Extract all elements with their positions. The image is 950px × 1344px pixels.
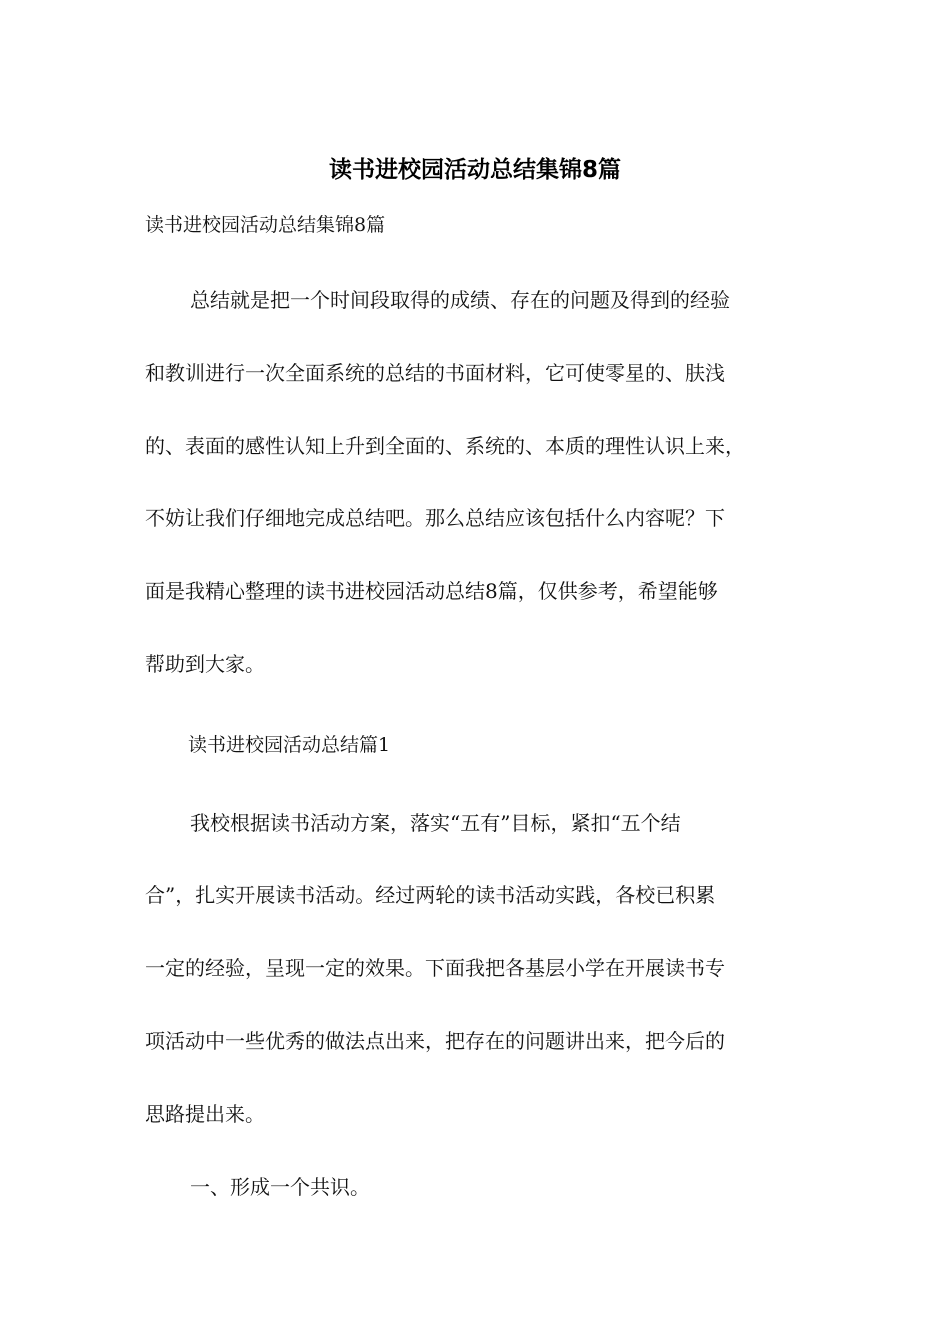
intro-line-2: 和教训进行一次全面系统的总结的书面材料，它可使零星的、肤浅 (145, 361, 725, 385)
body-line-5: 思路提出来。 (145, 1102, 265, 1126)
body-line-3: 一定的经验，呈现一定的效果。下面我把各基层小学在开展读书专 (145, 956, 725, 980)
document-subtitle: 读书进校园活动总结集锦8篇 (145, 214, 386, 236)
intro-line-4: 不妨让我们仔细地完成总结吧。那么总结应该包括什么内容呢？下 (145, 506, 725, 530)
body-line-1: 我校根据读书活动方案，落实“五有”目标，紧扣“五个结 (190, 811, 681, 835)
section-heading: 读书进校园活动总结篇1 (188, 734, 391, 756)
body-line-2: 合”，扎实开展读书活动。经过两轮的读书活动实践，各校已积累 (145, 883, 716, 907)
intro-line-6: 帮助到大家。 (145, 652, 265, 676)
intro-line-3: 的、表面的感性认知上升到全面的、系统的、本质的理性认识上来， (145, 434, 745, 458)
point-heading: 一、形成一个共识。 (190, 1175, 370, 1199)
intro-line-5: 面是我精心整理的读书进校园活动总结8篇，仅供参考，希望能够 (145, 579, 718, 603)
body-line-4: 项活动中一些优秀的做法点出来，把存在的问题讲出来，把今后的 (145, 1029, 725, 1053)
document-title: 读书进校园活动总结集锦8篇 (328, 157, 621, 183)
intro-line-1: 总结就是把一个时间段取得的成绩、存在的问题及得到的经验 (190, 288, 730, 312)
